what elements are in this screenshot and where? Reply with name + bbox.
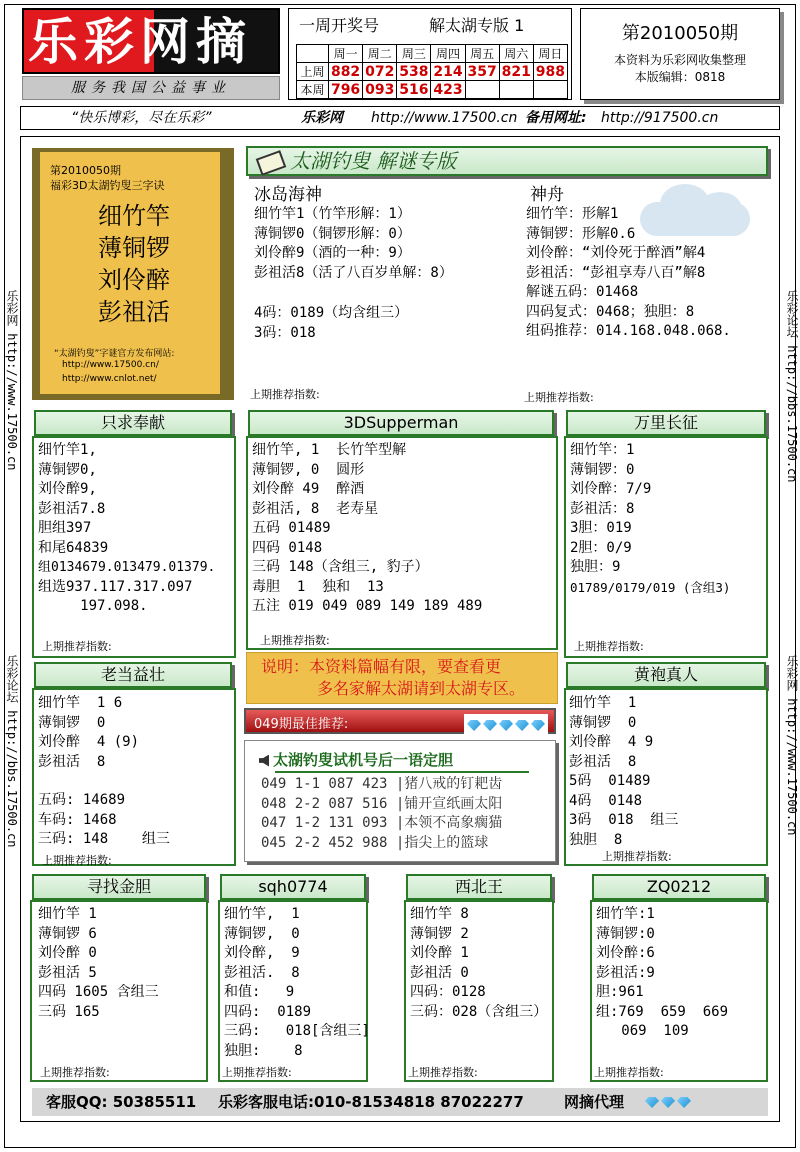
text-line: 三码: 148 组三 (38, 831, 170, 847)
logo (22, 8, 280, 74)
expert-box-sqh (218, 900, 368, 1082)
day-header: 周六 (499, 45, 533, 63)
text-line: 薄铜锣 0 (569, 714, 637, 731)
text-line: 薄铜锣：0 (570, 461, 635, 478)
side-right-bottom[interactable]: 乐彩网 http://www.17500.cn (785, 655, 799, 836)
speaker-icon (259, 755, 269, 767)
test-row: 049 1-1 087 423 |猪八戒的钉耙齿 (261, 776, 503, 792)
day-header: 周日 (533, 45, 567, 63)
draw-title: 一周开奖号 (299, 16, 380, 35)
expert-header-super: 3DSupperman (248, 410, 554, 436)
issue-line2: 本版编辑：0818 (634, 70, 726, 84)
text-line: 薄铜锣0, (38, 461, 97, 478)
text-line: 细竹竿：形解1 (526, 206, 619, 222)
test-box (244, 740, 556, 862)
taihu-col1-lines (254, 205, 453, 343)
text-line: 彭祖活8（活了八百岁单解：8） (254, 264, 453, 281)
draw-number: 357 (465, 63, 499, 81)
text-line: 刘伶醉9, (38, 481, 97, 497)
expert-index: 上期推荐指数: (260, 634, 330, 647)
text-line: 彭祖活, 8 老寿星 (252, 500, 379, 517)
riddle-subtitle: 福彩3D太湖钓叟三字诀 (50, 179, 165, 192)
banner-site-label: 乐彩网 (301, 110, 343, 126)
text-line: 和尾64839 (38, 539, 109, 556)
text-line: 毒胆 1 独和 13 (252, 578, 384, 595)
text-line: 薄铜锣, 0 (224, 925, 300, 942)
text-line: 3码 018 组三 (569, 812, 679, 828)
text-line: 细竹竿, 1 (224, 906, 300, 922)
test-title (259, 749, 453, 770)
text-line: 四码 1605 含组三 (38, 984, 159, 1000)
text-line: 细竹竿 1 6 (38, 695, 123, 711)
text-line: 刘伶醉 1 (410, 945, 469, 961)
draw-number: 423 (431, 81, 465, 99)
text-line: 薄铜锣 0 (38, 714, 106, 731)
text-line: 彭祖活 5 (38, 964, 97, 981)
notice-line2: 多名家解太湖请到太湖专区。 (317, 679, 526, 698)
text-line: 组:769 659 669 (596, 1003, 729, 1020)
text-line: 三码：028（含组三） (410, 1003, 548, 1020)
diamond-icon (499, 720, 513, 731)
riddle-word: 薄铜锣 (98, 234, 170, 262)
draw-number: 516 (397, 81, 431, 99)
expert-box-wlcz (564, 436, 768, 658)
text-line: 胆:961 (596, 984, 644, 1000)
draw-table (296, 44, 568, 99)
issue-panel (580, 8, 780, 100)
draw-number: 821 (499, 63, 533, 81)
taihu-col1-name: 冰岛海神 (254, 185, 322, 205)
text-line: 胆组397 (38, 520, 92, 536)
draw-number: 796 (329, 81, 363, 99)
text-line: 细竹竿：1 (570, 442, 635, 458)
text-line: 三码 165 (38, 1003, 100, 1020)
text-line: 独胆：9 (570, 559, 621, 575)
test-row: 045 2-2 452 988 |指尖上的篮球 (261, 834, 489, 851)
text-line: 薄铜锣 6 (38, 925, 97, 942)
text-line: 细竹竿1（竹竿形解：1） (254, 206, 411, 222)
expert-index: 上期推荐指数: (574, 640, 644, 653)
footer-phone: 乐彩客服电话:010-81534818 87022277 (218, 1093, 524, 1111)
day-header: 周五 (465, 45, 499, 63)
expert-box-hpzr (564, 688, 768, 866)
test-row: 048 2-2 087 516 |铺开宣纸画太阳 (261, 795, 503, 812)
text-line: 3码：018 (254, 324, 316, 341)
text-line: 细竹竿1, (38, 442, 97, 458)
draw-number: 882 (329, 63, 363, 81)
draw-number (499, 81, 533, 99)
side-left-bottom[interactable]: 乐彩论坛 http://bbs.17500.cn (5, 655, 19, 848)
expert-header-zqfx: 只求奉献 (34, 410, 232, 436)
expert-box-xzjd (30, 900, 208, 1082)
day-header: 周三 (397, 45, 431, 63)
notice-line1: 说明：本资料篇幅有限，要查看更 (261, 657, 502, 676)
diamond-icon (515, 720, 529, 731)
logo-slogan: 服务我国公益事业 (22, 76, 280, 100)
text-line: 五码 01489 (252, 520, 331, 536)
text-line: 5码 01489 (569, 773, 651, 789)
text-line: 独胆: 8 (224, 1042, 303, 1059)
notice-box (246, 652, 558, 704)
expert-box-zq (590, 900, 768, 1082)
text-line: 薄铜锣 2 (410, 925, 469, 942)
expert-box-xbw (404, 900, 554, 1082)
expert-header-zq: ZQ0212 (592, 874, 766, 900)
footer-bar (32, 1088, 768, 1116)
text-line: 四码: 0189 (224, 1003, 312, 1020)
text-line: 四码 0148 (252, 539, 323, 556)
expert-index: 上期推荐指数: (42, 640, 112, 653)
text-line: 细竹竿:1 (596, 906, 655, 922)
diamond-icon (483, 720, 497, 731)
taihu-title: 太湖钓叟 解谜专版 (290, 149, 457, 173)
expert-index: 上期推荐指数: (40, 1066, 110, 1079)
logo-text: 乐彩网摘 (28, 13, 252, 71)
text-line: 彭祖活：8 (570, 500, 635, 517)
day-header: 周四 (431, 45, 465, 63)
text-line: 五注 019 049 089 149 189 489 (252, 598, 483, 614)
riddle-word: 刘伶醉 (98, 266, 170, 294)
text-line: 刘伶醉9（酒的一种：9） (254, 245, 411, 261)
best-pick-bar (244, 708, 556, 734)
diamond-icon (677, 1097, 691, 1108)
best-pick-label: 049期最佳推荐: (254, 717, 349, 732)
expert-header-ldyz: 老当益壮 (34, 662, 232, 688)
diamond-icon (645, 1097, 659, 1108)
diamond-icon (661, 1097, 675, 1108)
side-left-top[interactable]: 乐彩网 http://www.17500.cn (5, 290, 19, 471)
text-line: 细竹竿 1 (38, 906, 97, 922)
text-line: 彭祖活. 8 (224, 964, 300, 981)
text-line: 刘伶醉 0 (38, 945, 97, 961)
taihu-col2-name: 神舟 (530, 185, 564, 205)
taihu-col1-index: 上期推荐指数: (250, 388, 320, 401)
expert-index: 上期推荐指数: (408, 1066, 478, 1079)
text-line: 薄铜锣：形解0.6 (526, 225, 636, 242)
test-title-text: 太湖钓叟试机号后一语定胆 (273, 751, 454, 769)
expert-header-wlcz: 万里长征 (566, 410, 766, 436)
text-line: 薄铜锣:0 (596, 925, 655, 942)
draw-number: 093 (363, 81, 397, 99)
test-row: 047 1-2 131 093 |本领不高象瘸猫 (261, 815, 503, 831)
issue-title: 第2010050期 (621, 23, 739, 44)
draw-number (533, 81, 567, 99)
text-line (254, 283, 453, 304)
text-line: 四码：0128 (410, 984, 486, 1000)
diamond-icon (531, 720, 545, 731)
text-line: 刘伶醉：“刘伶死于醉酒”解4 (526, 245, 706, 261)
text-line: 3胆：019 (570, 520, 632, 536)
expert-header-hpzr: 黄袍真人 (566, 662, 766, 688)
text-line: 彭祖活:9 (596, 964, 655, 981)
text-line: 和值: 9 (224, 984, 295, 1000)
text-line: 彭祖活 8 (569, 753, 637, 770)
expert-index: 上期推荐指数: (594, 1066, 664, 1079)
expert-header-xzjd: 寻找金胆 (32, 874, 206, 900)
draw-number: 214 (431, 63, 465, 81)
text-line: 薄铜锣0（铜锣形解：0） (254, 225, 411, 242)
text-line: 2胆：0/9 (570, 539, 632, 556)
draw-number: 538 (397, 63, 431, 81)
footer-agent[interactable]: 网摘代理 (564, 1093, 625, 1111)
riddle-note: “太湖钓叟”字谜官方发布网站: (54, 349, 175, 359)
diamond-icon (467, 720, 481, 731)
draw-number (465, 81, 499, 99)
issue-line1: 本资料为乐彩网收集整理 (613, 53, 746, 67)
banner-slogan: “快乐博彩，尽在乐彩” (71, 110, 212, 126)
riddle-url2[interactable]: http://www.cnlot.net/ (62, 374, 157, 384)
expert-header-xbw: 西北王 (406, 874, 552, 900)
side-right-top[interactable]: 乐彩论坛 http://bbs.17500.cn (785, 290, 799, 483)
text-line: 车码: 1468 (38, 811, 117, 828)
expert-index: 上期推荐指数: (42, 854, 112, 867)
text-line: 细竹竿 1 (569, 695, 637, 711)
text-line: 组码推荐：014.168.048.068. (526, 323, 731, 339)
expert-header-sqh: sqh0774 (220, 874, 366, 900)
riddle-url1[interactable]: http://www.17500.cn/ (62, 360, 159, 370)
banner-backup-label: 备用网址: (525, 110, 587, 126)
riddle-issue: 第2010050期 (50, 164, 121, 177)
text-line: 069 109 (596, 1023, 689, 1039)
text-line: 薄铜锣, 0 圆形 (252, 461, 365, 478)
expert-box-super (246, 436, 558, 650)
day-header: 周二 (363, 45, 397, 63)
text-line: 三码 148（含组三, 豹子） (252, 559, 429, 575)
text-line: 彭祖活 8 (38, 753, 106, 770)
text-line: 刘伶醉 4 9 (569, 734, 654, 750)
text-line: 4码：0189（均含组三） (254, 305, 409, 321)
text-line: 01789/0179/019 (含组3) (570, 579, 731, 595)
text-line: 197.098. (38, 598, 148, 614)
text-line: 独胆 8 (569, 831, 623, 848)
text-line: 刘伶醉:6 (596, 945, 655, 961)
text-line: 五码: 14689 (38, 792, 126, 808)
taihu-col2-lines (526, 205, 731, 342)
text-line: 细竹竿, 1 长竹竿型解 (252, 442, 407, 458)
expert-box-ldyz (32, 688, 236, 866)
expert-index: 上期推荐指数: (222, 1066, 292, 1079)
banner (20, 106, 780, 130)
row-label: 本周 (297, 81, 329, 99)
text-line: 彭祖活7.8 (38, 500, 106, 517)
draw-number: 072 (363, 63, 397, 81)
text-line: 4码 0148 (569, 792, 643, 809)
expert-index: 上期推荐指数: (602, 850, 672, 863)
row-label: 上周 (297, 63, 329, 81)
text-line: 三码: 018[含组三] (224, 1023, 370, 1039)
draw-edition: 解太湖专版 1 (429, 16, 525, 35)
text-line: 刘伶醉, 9 (224, 945, 300, 961)
text-line: 四码复式：0468；独胆：8 (526, 303, 695, 320)
test-rows (261, 775, 502, 853)
riddle-word: 细竹竿 (98, 202, 170, 230)
riddle-card (32, 148, 234, 400)
footer-qq: 客服QQ: 50385511 (46, 1093, 197, 1111)
expert-box-zqfx (32, 436, 236, 658)
scroll-icon (256, 150, 287, 176)
text-line: 细竹竿 8 (410, 906, 469, 922)
text-line: 刘伶醉：7/9 (570, 481, 652, 497)
day-header: 周一 (329, 45, 363, 63)
text-line: 刘伶醉 49 醉酒 (252, 481, 365, 497)
riddle-word: 彭祖活 (98, 298, 170, 326)
text-line: 刘伶醉 4 (9) (38, 734, 140, 750)
text-line: 彭祖活 0 (410, 964, 469, 981)
draw-number: 988 (533, 63, 567, 81)
banner-site-link[interactable]: http://www.17500.cn (371, 110, 518, 126)
text-line: 组选937.117.317.097 (38, 578, 193, 595)
text-line: 组0134679.013479.01379. (38, 560, 216, 575)
taihu-col2-index: 上期推荐指数: (524, 391, 594, 404)
banner-backup-link[interactable]: http://917500.cn (601, 110, 719, 126)
text-line (38, 772, 234, 791)
text-line: 彭祖活：“彭祖享寿八百”解8 (526, 264, 706, 281)
taihu-header (246, 146, 768, 176)
text-line: 解谜五码：01468 (526, 284, 639, 300)
